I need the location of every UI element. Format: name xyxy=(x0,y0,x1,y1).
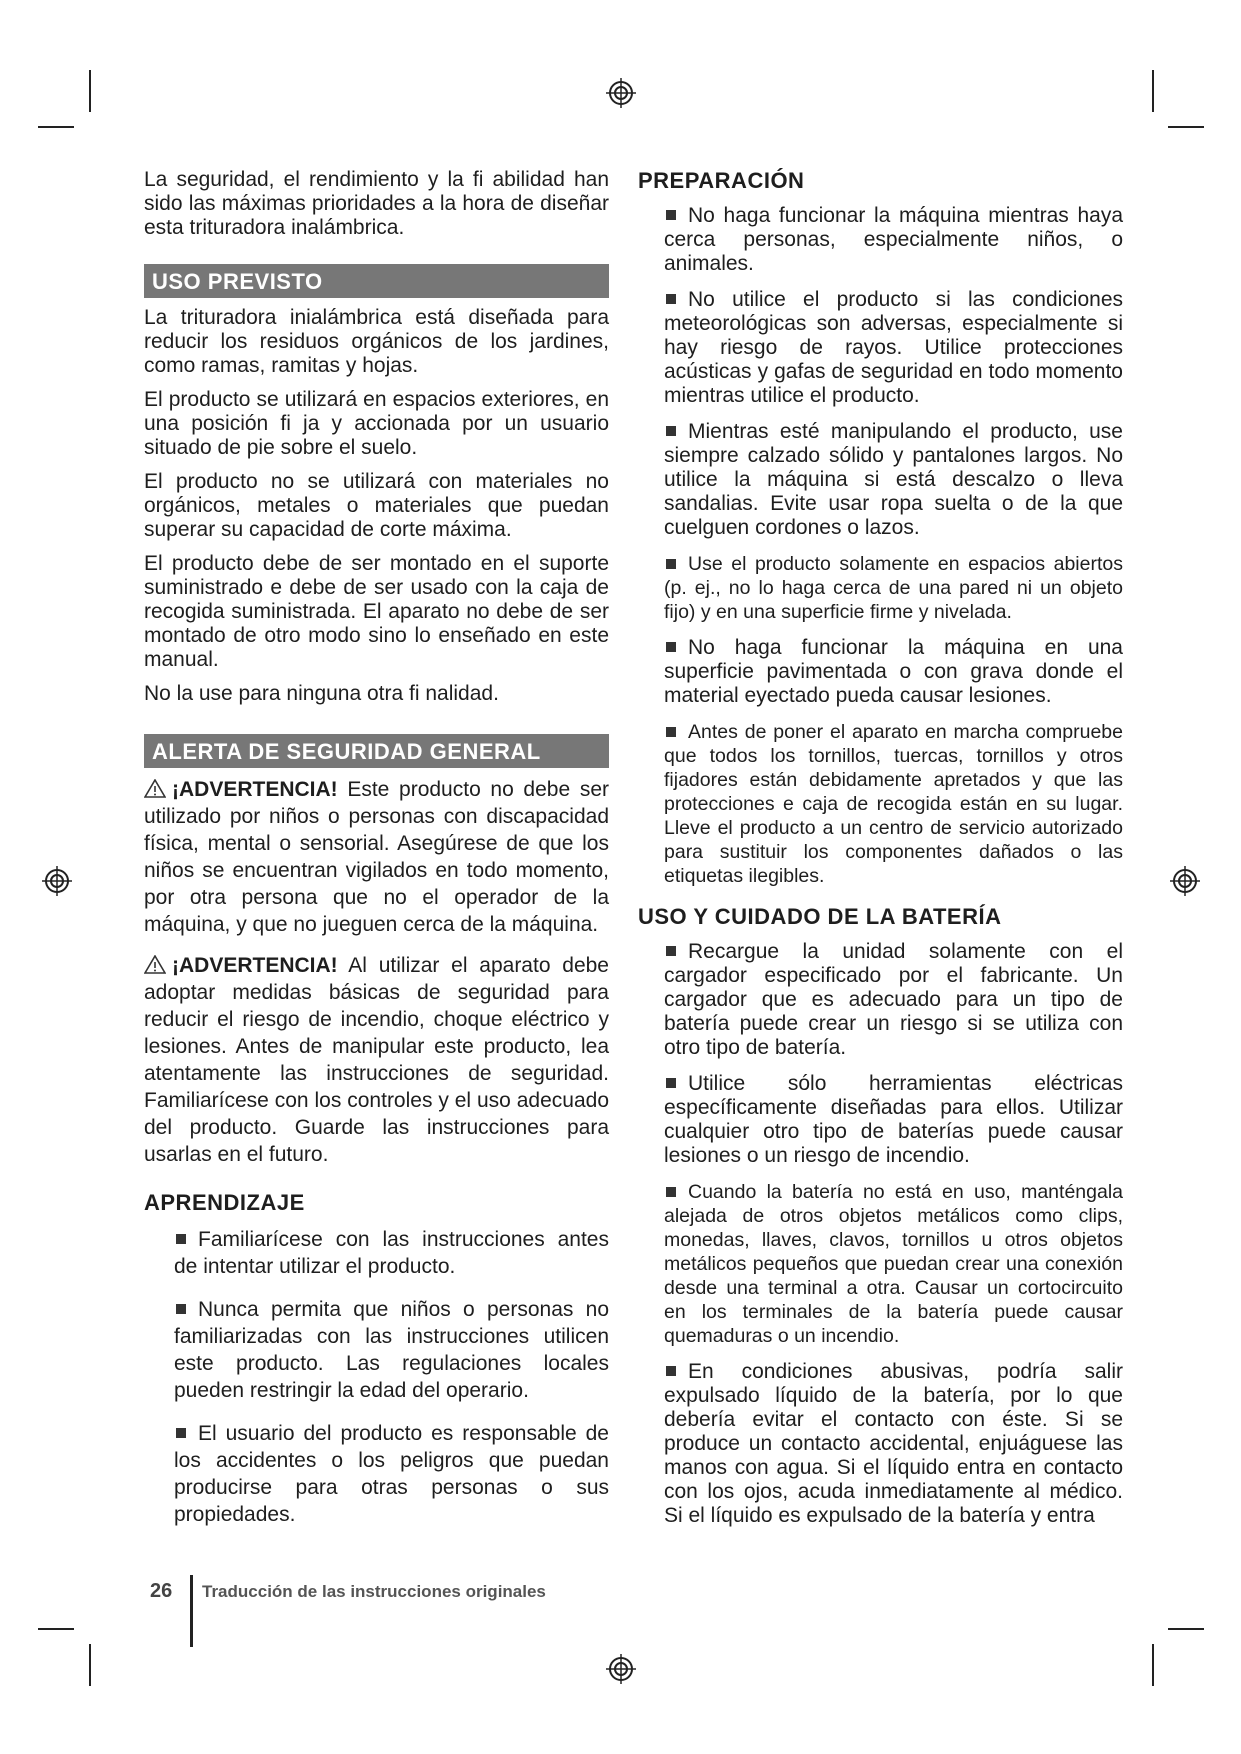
crop-mark xyxy=(38,1628,74,1630)
bullet-square-icon xyxy=(666,1078,676,1088)
bullet-square-icon xyxy=(666,1366,676,1376)
warning-label: ¡ADVERTENCIA! xyxy=(172,778,338,801)
list-item: El usuario del producto es responsable de los accidentes o los peligros que puedan producirse para otras personas o sus propiedades. xyxy=(174,1422,609,1526)
warning-paragraph xyxy=(144,952,609,1168)
list-item: Antes de poner el aparato en marcha compruebe que todos los tornillos, tuercas, tornillos y otros fijadores están debidamente apretados y que las protecciones e caja de recogida están en su lugar. Lleve el producto a un centro de servicio autorizado para sustituir los componentes dañados o las etiquetas ilegibles. xyxy=(664,721,1123,887)
list-item: Cuando la batería no está en uso, manténgala alejada de otros objetos metálicos como clips, monedas, llaves, clavos, tornillos u otros objetos metálicos pequeños que puedan crear una conexión desde una terminal a otra. Causar un cortocircuito en los terminales de la batería puede causar quemaduras o un incendio. xyxy=(664,1181,1123,1347)
heading-bateria: USO Y CUIDADO DE LA BATERÍA xyxy=(638,904,1002,929)
crop-mark xyxy=(89,70,91,112)
bullet-square-icon xyxy=(666,294,676,304)
list-item: Use el producto solamente en espacios abiertos (p. ej., no lo haga cerca de una pared ni un objeto fijo) y en una superficie firme y nivelada. xyxy=(664,553,1123,623)
heading-aprendizaje: APRENDIZAJE xyxy=(144,1190,305,1215)
warning-triangle-icon xyxy=(144,779,166,798)
list-item: No utilice el producto si las condiciones meteorológicas son adversas, especialmente si hay riesgo de rayos. Utilice protecciones acústicas y gafas de seguridad en todo momento mientras utilice el producto. xyxy=(664,288,1123,407)
list-item: Recargue la unidad solamente con el cargador especificado por el fabricante. Un cargador que es adecuado para un tipo de batería puede crear un riesgo si se utiliza con otro tipo de batería. xyxy=(664,940,1123,1059)
list-item: No haga funcionar la máquina en una superficie pavimentada o con grava donde el material eyectado pueda causar lesiones. xyxy=(664,636,1123,707)
section-bar-alerta: ALERTA DE SEGURIDAD GENERAL xyxy=(144,734,609,768)
bullet-square-icon xyxy=(176,1234,186,1244)
list-item: Utilice sólo herramientas eléctricas específicamente diseñadas para ellos. Utilizar cualquier otro tipo de baterías puede causar lesiones o un riesgo de incendio. xyxy=(664,1072,1123,1167)
crop-mark xyxy=(89,1644,91,1686)
footer-text: Traducción de las instrucciones originales xyxy=(202,1582,546,1601)
bullet-square-icon xyxy=(666,210,676,220)
right-column xyxy=(638,168,1123,1540)
paragraph: El producto se utilizará en espacios exteriores, en una posición fi ja y accionada por un usuario situado de pie sobre el suelo. xyxy=(144,388,609,459)
crop-mark xyxy=(38,126,74,128)
registration-mark-icon xyxy=(606,1654,636,1684)
warning-text: Este producto no debe ser utilizado por niños o personas con discapacidad física, mental o sensorial. Asegúrese de que los niños se encuentran vigilados en todo momento, por otra persona que no el operador de la máquina, y que no jueguen cerca de la máquina. xyxy=(144,778,609,936)
intro-paragraph: La seguridad, el rendimiento y la fi abilidad han sido las máximas prioridades a la hora de diseñar esta trituradora inalámbrica. xyxy=(144,168,609,239)
crop-mark xyxy=(1168,126,1204,128)
bullet-square-icon xyxy=(176,1428,186,1438)
warning-triangle-icon xyxy=(144,955,166,974)
bullet-square-icon xyxy=(666,642,676,652)
section-bar-uso-previsto: USO PREVISTO xyxy=(144,264,609,298)
bullet-square-icon xyxy=(176,1304,186,1314)
bullet-square-icon xyxy=(666,946,676,956)
warning-paragraph xyxy=(144,776,609,938)
warning-text: Al utilizar el aparato debe adoptar medidas básicas de seguridad para reducir el riesgo de incendio, choque eléctrico y lesiones. Antes de manipular este producto, lea atentamente las instrucciones de seguridad. Familiarícese con los controles y el uso adecuado del producto. Guarde las instrucciones para usarlas en el futuro. xyxy=(144,954,609,1166)
list-item: Familiarícese con las instrucciones antes de intentar utilizar el producto. xyxy=(174,1228,609,1278)
registration-mark-icon xyxy=(1170,866,1200,896)
registration-mark-icon xyxy=(606,78,636,108)
paragraph: El producto debe de ser montado en el suporte suministrado e debe de ser usado con la caja de recogida suministrada. El aparato no debe de ser montado de otro modo sino lo enseñado en este manual. xyxy=(144,552,609,671)
crop-mark xyxy=(1152,70,1154,112)
heading-preparacion: PREPARACIÓN xyxy=(638,168,805,193)
bullet-square-icon xyxy=(666,426,676,436)
crop-mark xyxy=(1168,1628,1204,1630)
bullet-square-icon xyxy=(666,727,676,737)
bullet-square-icon xyxy=(666,1187,676,1197)
left-column xyxy=(144,168,609,1544)
warning-label: ¡ADVERTENCIA! xyxy=(172,954,338,977)
list-item: Mientras esté manipulando el producto, use siempre calzado sólido y pantalones largos. No utilice la máquina si está descalzo o lleva sandalias. Evite usar ropa suelta o de la que cuelguen cordones o lazos. xyxy=(664,420,1123,539)
paragraph: La trituradora inialámbrica está diseñada para reducir los residuos orgánicos de los jardines, como ramas, ramitas y hojas. xyxy=(144,306,609,377)
footer-divider xyxy=(190,1575,193,1647)
crop-mark xyxy=(1152,1644,1154,1686)
list-item: No haga funcionar la máquina mientras haya cerca personas, especialmente niños, o animales. xyxy=(664,204,1123,275)
page-number: 26 xyxy=(150,1580,173,1602)
registration-mark-icon xyxy=(42,866,72,896)
list-item: En condiciones abusivas, podría salir expulsado líquido de la batería, por lo que debería evitar el contacto con éste. Si se produce un contacto accidental, enjuáguese las manos con agua. Si el líquido entra en contacto con los ojos, acuda inmediatamente al médico. Si el líquido es expulsado de la batería y entra xyxy=(664,1360,1123,1527)
list-item: Nunca permita que niños o personas no familiarizadas con las instrucciones utilicen este producto. Las regulaciones locales pueden restringir la edad del operario. xyxy=(174,1298,609,1402)
bullet-square-icon xyxy=(666,559,676,569)
paragraph: No la use para ninguna otra fi nalidad. xyxy=(144,682,499,705)
paragraph: El producto no se utilizará con materiales no orgánicos, metales o materiales que puedan superar su capacidad de corte máxima. xyxy=(144,470,609,541)
